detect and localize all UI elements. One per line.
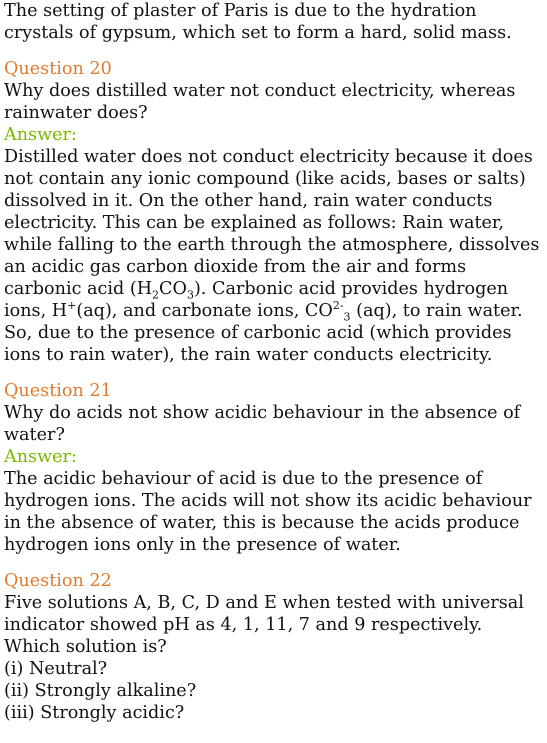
question-21-text: Why do acids not show acidic behaviour in the absence of water? (4, 403, 521, 445)
question-20-answer-label: Answer: (4, 125, 77, 145)
question-20-answer: Distilled water does not conduct electricity because it does not contain any ionic compound (like acids, bases or salts) dissolved in it. On the other hand, rain water conducts electricity. This can be explained as follows: Rain water, while falling to the earth through the atmosphere, dissolves an acidic gas carbon dioxide from the air and forms carbonic acid $(H_2CO_3)$. Carbonic acid provides hydrogen ions, H+(aq), and carbonate ions, $CO^{2-}_3$ (aq), to rain water. So, due to the presence of carbonic acid (which provides ions to rain water), the rain water conducts electricity. (4, 147, 540, 365)
question-20-text: Why does distilled water not conduct electricity, whereas rainwater does? (4, 81, 516, 123)
question-21-answer-label: Answer: (4, 447, 77, 467)
question-22-text: Five solutions A, B, C, D and E when tested with universal indicator showed pH as 4, 1, 11, 7 and 9 respectively. Which solution is? (4, 593, 524, 657)
question-22-heading: Question 22 (4, 571, 112, 591)
question-21-heading: Question 21 (4, 381, 112, 401)
question-21-answer: The acidic behaviour of acid is due to the presence of hydrogen ions. The acids will not show its acidic behaviour in the absence of water, this is because the acids produce hydrogen ions only in the presence of water. (4, 469, 532, 555)
question-22-item-acidic: (iii) Strongly acidic? (4, 703, 185, 723)
intro-paragraph: The setting of plaster of Paris is due to the hydration crystals of gypsum, which set to form a hard, solid mass. (4, 1, 512, 43)
question-22-item-neutral: (i) Neutral? (4, 659, 108, 679)
question-20-heading: Question 20 (4, 59, 112, 79)
question-22-item-alkaline: (ii) Strongly alkaline? (4, 681, 197, 701)
